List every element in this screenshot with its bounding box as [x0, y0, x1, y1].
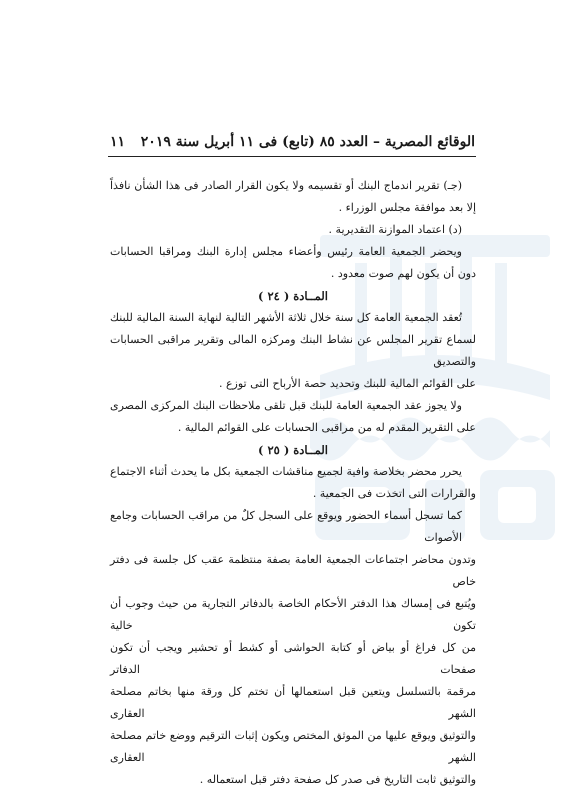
text-line: دون أن يكون لهم صوت معدود . — [330, 267, 476, 280]
page-header — [110, 132, 475, 156]
paragraph — [110, 241, 476, 285]
article-heading: المــادة ( ٢٥ ) — [258, 443, 328, 457]
document-body — [110, 175, 476, 791]
paragraph — [110, 461, 476, 505]
text-line: يحرر محضر بخلاصة وافية لجميع مناقشات الجمعية بكل ما يحدث أثناء الاجتماع — [110, 465, 462, 478]
text-line: والتوثيق ثابت التاريخ فى صدر كل صفحة دفتر قبل استعماله . — [199, 773, 476, 786]
text-line: (جـ) تقرير اندماج البنك أو تقسيمه ولا يكون القرار الصادر فى هذا الشأن نافذاً — [110, 179, 462, 192]
paragraph — [110, 219, 476, 241]
text-line: ويحضر الجمعية العامة رئيس وأعضاء مجلس إدارة البنك ومراقبا الحسابات — [110, 245, 462, 258]
header-title: الوقائع المصرية – العدد ٨٥ (تابع) فى ١١ أبريل سنة ٢٠١٩ — [140, 134, 475, 150]
text-line: ويُتبع فى إمساك هذا الدفتر الأحكام الخاصة بالدفاتر التجارية من حيث وجوب أن تكون خالية — [110, 597, 476, 632]
paragraph — [110, 395, 476, 439]
article-heading: المــادة ( ٢٤ ) — [258, 289, 328, 303]
text-line: وتدون محاضر اجتماعات الجمعية العامة بصفة منتظمة عقب كل جلسة فى دفتر خاص — [110, 553, 476, 588]
paragraph — [110, 505, 476, 791]
text-line: (د) اعتماد الموازنة التقديرية . — [328, 223, 462, 236]
paragraph — [110, 175, 476, 219]
paragraph — [110, 307, 476, 395]
text-line: والقرارات التى اتخذت فى الجمعية . — [312, 487, 476, 500]
text-line: تُعقد الجمعية العامة كل سنة خلال ثلاثة الأشهر التالية لنهاية السنة المالية للبنك — [110, 311, 462, 324]
page-number: ١١ — [110, 134, 126, 150]
text-line: ولا يجوز عقد الجمعية العامة للبنك قبل تلقى ملاحظات البنك المركزى المصرى — [110, 399, 462, 412]
text-line: كما تسجل أسماء الحضور ويوقع على السجل كلٌ من مراقب الحسابات وجامع الأصوات — [110, 509, 462, 544]
text-line: على القوائم المالية للبنك وتحديد حصة الأرباح التى توزع . — [218, 377, 476, 390]
header-rule — [108, 156, 476, 157]
text-line: على التقرير المقدم له من مراقبى الحسابات على القوائم المالية . — [177, 421, 476, 434]
text-line: والتوثيق ويوقع عليها من الموثق المختص ويكون إثبات الترقيم ووضع خاتم مصلحة الشهر العقارى — [110, 729, 476, 764]
text-line: إلا بعد موافقة مجلس الوزراء . — [338, 201, 476, 214]
text-line: مرقمة بالتسلسل ويتعين قبل استعمالها أن تختم كل ورقة منها بخاتم مصلحة الشهر العقارى — [110, 685, 476, 720]
text-line: من كل فراغ أو بياض أو كتابة الحواشى أو كشط أو تحشير ويجب أن تكون صفحات الدفاتر — [110, 641, 476, 676]
text-line: لسماع تقرير المجلس عن نشاط البنك ومركزه المالى وتقرير مراقبى الحسابات والتصديق — [110, 333, 476, 368]
